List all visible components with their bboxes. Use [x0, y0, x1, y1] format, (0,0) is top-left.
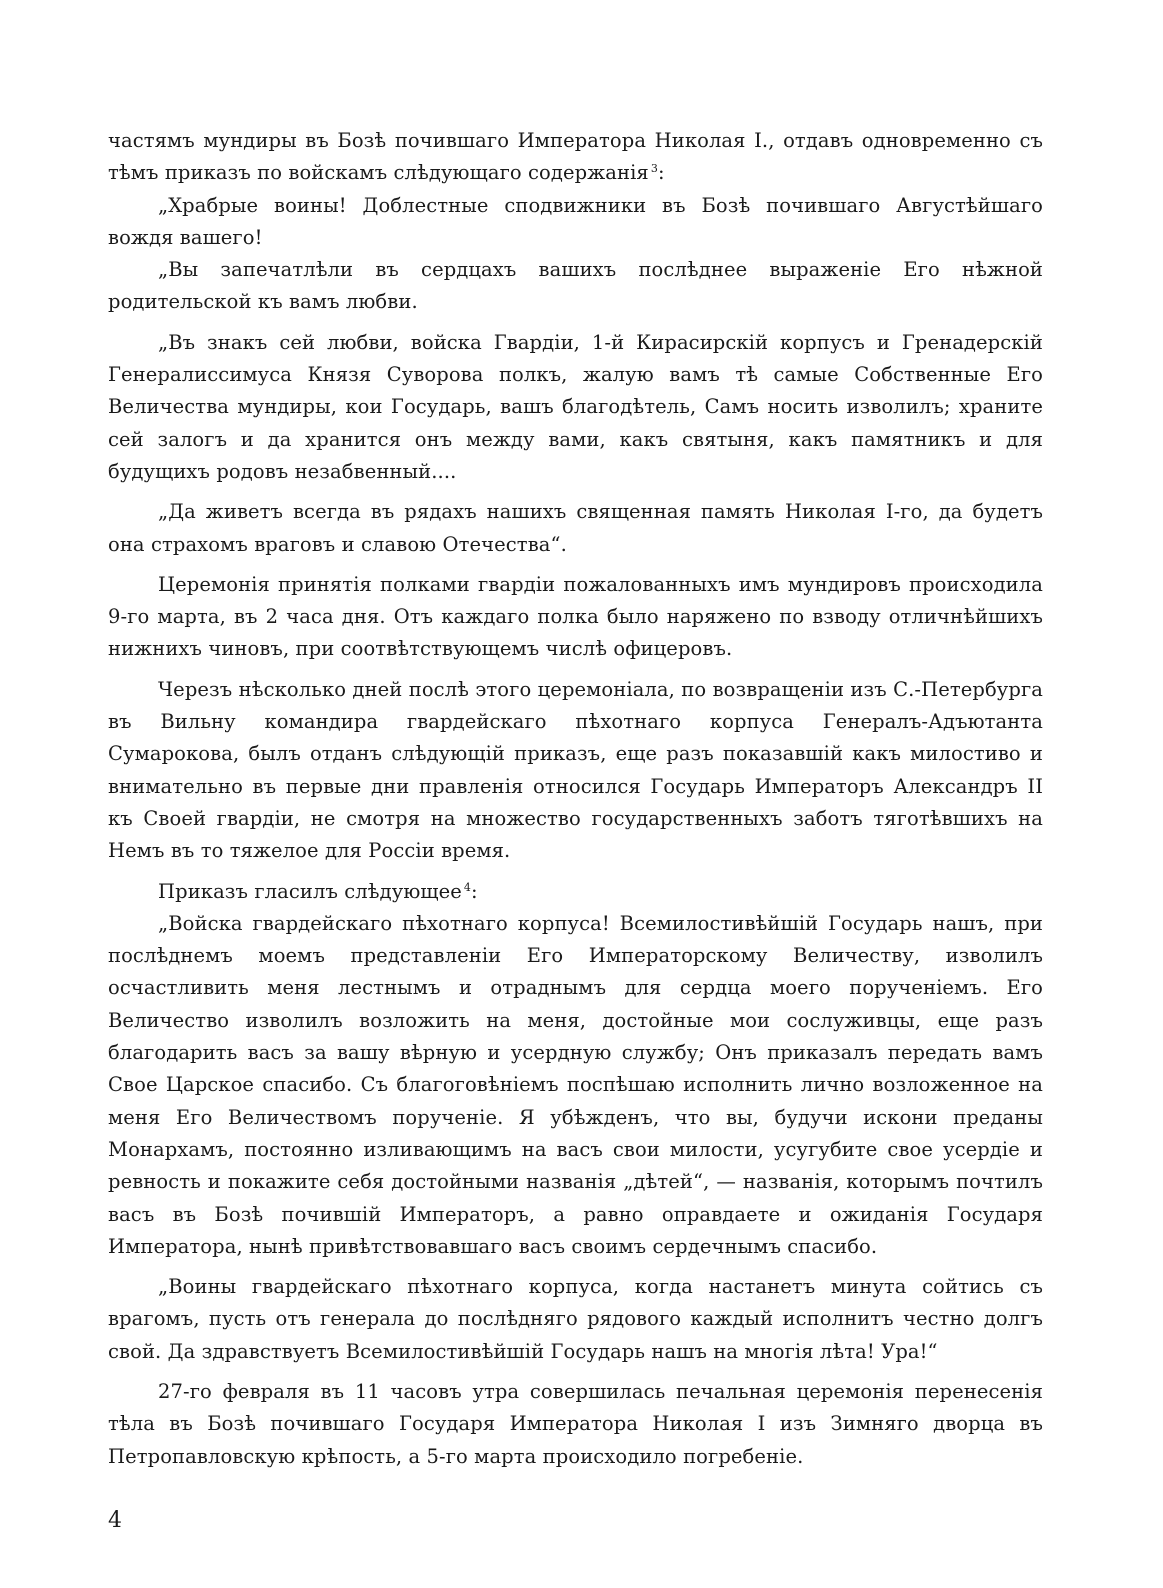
paragraph: 27-го февраля въ 11 часовъ утра совершилась печальная церемонія перенесенія тѣла въ Бозѣ почившаго Государя Императора Николая I изъ Зимняго дворца въ Петропавловскую крѣпость, а 5-го марта происходило погребеніе.	[108, 1379, 1043, 1468]
paragraph: „Вы запечатлѣли въ сердцахъ вашихъ послѣднее выраженіе Его нѣжной родительской къ вамъ любви.	[108, 258, 1043, 314]
paragraph: „Храбрые воины! Доблестные сподвижники въ Бозѣ почившаго Августѣйшаго вождя вашего!	[108, 193, 1043, 249]
paragraph: „Воины гвардейскаго пѣхотнаго корпуса, когда настанетъ минута сойтись съ врагомъ, пусть отъ генерала до послѣдняго рядового каждый исполнитъ честно долгъ свой. Да здравствуетъ Всемилостивѣйшій Государь нашъ на многія лѣта! Ура!“	[108, 1275, 1043, 1363]
page-number: 4	[108, 1508, 122, 1533]
paragraph: Приказъ гласилъ слѣдующее $^4$:	[158, 879, 478, 903]
paragraph: „Да живетъ всегда въ рядахъ нашихъ священная память Николая I-го, да будетъ она страхомъ враговъ и славою Отечества“.	[108, 500, 1043, 556]
paragraph: „Войска гвардейскаго пѣхотнаго корпуса! Всемилостивѣйшій Государь нашъ, при послѣднемъ моемъ представленіи Его Императорскому Величеству, изволилъ осчастливить меня лестнымъ и отраднымъ для сердца моего порученіемъ. Его Величество изволилъ возложить на меня, достойные мои сослуживцы, еще разъ благодарить васъ за вашу вѣрную и усердную службу; Онъ приказалъ передать вамъ Свое Царское спасибо. Съ благоговѣніемъ поспѣшаю исполнить лично возложенное на меня Его Величествомъ порученіе. Я убѣжденъ, что вы, будучи искони преданы Монархамъ, постоянно изливающимъ на васъ свои милости, усугубите свое усердіе и ревность и покажите себя достойными названія „дѣтей“, — названія, которымъ почтилъ васъ въ Бозѣ почившій Императоръ, а равно оправдаете и ожиданія Государя Императора, нынѣ привѣтствовавшаго васъ своимъ сердечнымъ спасибо.	[108, 911, 1043, 1258]
paragraph: Церемонія принятія полками гвардіи пожалованныхъ имъ мундировъ происходила 9-го марта, въ 2 часа дня. Отъ каждаго полка было наряжено по взводу отличнѣйшихъ нижнихъ чиновъ, при соотвѣтствующемъ числѣ офицеровъ.	[108, 572, 1043, 661]
paragraph: частямъ мундиры въ Бозѣ почившаго Императора Николая I., отдавъ одновременно съ тѣмъ приказъ по войскамъ слѣдующаго содержанія $^3$:	[108, 129, 1043, 185]
paragraph: „Въ знакъ сей любви, войска Гвардіи, 1-й Кирасирскій корпусъ и Гренадерскій Генералиссимуса Князя Суворова полкъ, жалую вамъ тѣ самые Собственные Его Величества мундиры, кои Государь, вашъ благодѣтель, Самъ носить изволилъ; храните сей залогъ и да хранится онъ между вами, какъ святыня, какъ памятникъ и для будущихъ родовъ незабвенный....	[108, 330, 1043, 483]
body-text	[108, 125, 1043, 1481]
footnote-marker: 3	[650, 162, 658, 176]
footnote-marker: 4	[463, 880, 472, 894]
paragraph: Черезъ нѣсколько дней послѣ этого церемоніала, по возвращеніи изъ С.-Петербурга въ Вильну командира гвардейскаго пѣхотнаго корпуса Генералъ-Адъютанта Сумарокова, былъ отданъ слѣдующій приказъ, еще разъ показавшій какъ милостиво и внимательно въ первые дни правленія относился Государь Императоръ Александръ II къ Своей гвардіи, не смотря на множество государственныхъ заботъ тяготѣвшихъ на Немъ въ то тяжелое для Россіи время.	[108, 677, 1043, 863]
